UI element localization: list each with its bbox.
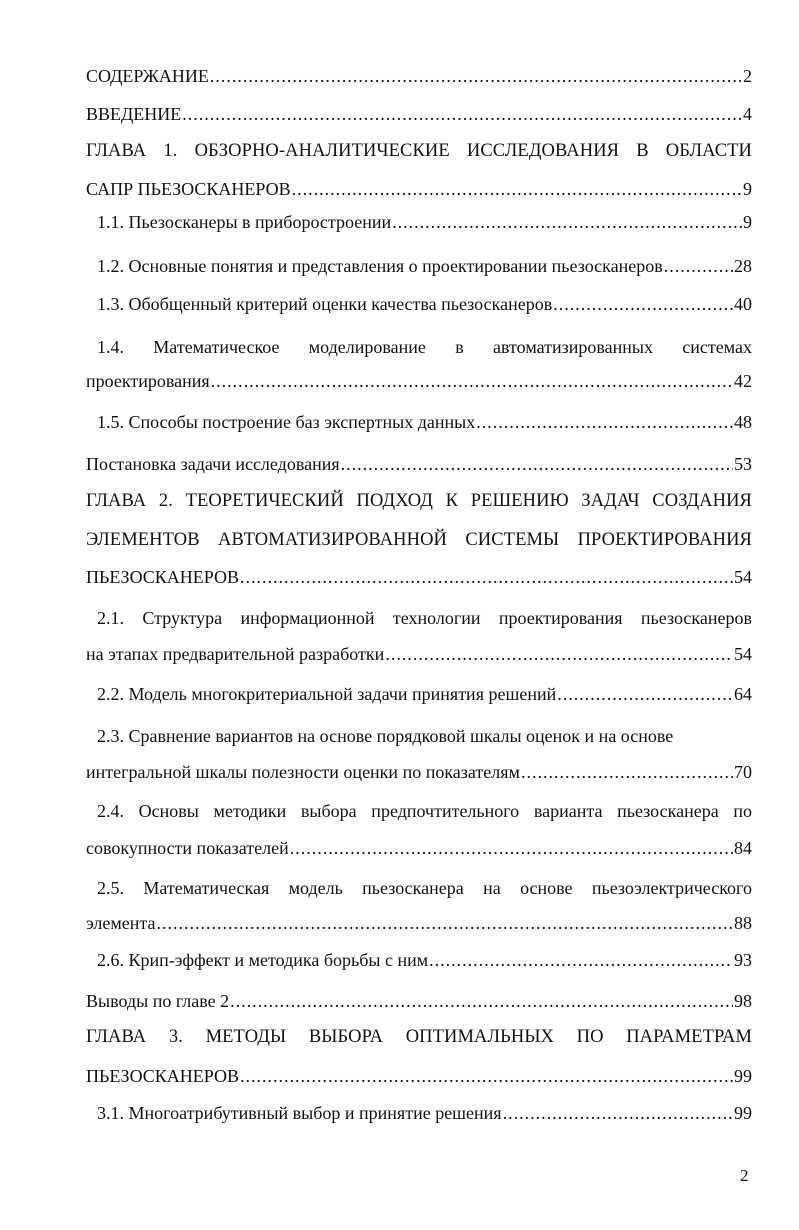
toc-leader-dots <box>392 208 742 236</box>
toc-entry <box>86 987 752 1015</box>
toc-entry <box>86 909 752 937</box>
toc-entry-page: 84 <box>734 838 752 858</box>
toc-entry-label: 1.3. Обобщенный критерий оценки качества пьезосканеров <box>97 294 553 314</box>
toc-entry-label: 1.2. Основные понятия и представления о проектировании пьезосканеров <box>97 256 663 276</box>
toc-chapter-heading: ГЛАВА 2. ТЕОРЕТИЧЕСКИЙ ПОДХОД К РЕШЕНИЮ ЗАДАЧ СОЗДАНИЯ <box>86 491 752 511</box>
toc-chapter-heading: ЭЛЕМЕНТОВ АВТОМАТИЗИРОВАННОЙ СИСТЕМЫ ПРОЕКТИРОВАНИЯ <box>86 530 752 550</box>
toc-entry-label-line: 2.5. Математическая модель пьезосканера на основе пьезоэлектрического <box>97 878 752 898</box>
toc-chapter-heading: ГЛАВА 1. ОБЗОРНО-АНАЛИТИЧЕСКИЕ ИССЛЕДОВАНИЯ В ОБЛАСТИ <box>86 141 752 161</box>
toc-leader-dots <box>211 367 733 395</box>
toc-entry-page: 99 <box>734 1103 752 1123</box>
toc-leader-dots <box>476 408 733 436</box>
toc-entry-label-line: 1.4. Математическое моделирование в автоматизированных системах <box>97 337 752 357</box>
toc-entry-label: интегральной шкалы полезности оценки по показателям <box>86 762 520 782</box>
toc-entry-page: 2 <box>743 66 752 86</box>
toc-entry-page: 28 <box>734 256 752 276</box>
toc-entry-label-line: 2.3. Сравнение вариантов на основе порядковой шкалы оценок и на основе <box>97 726 674 746</box>
toc-entry-page: 40 <box>734 294 752 314</box>
toc-leader-dots <box>230 987 733 1015</box>
toc-leader-dots <box>156 909 733 937</box>
toc-leader-dots <box>240 1062 733 1090</box>
toc-entry-page: 98 <box>734 991 752 1011</box>
toc-entry-label: 2.6. Крип-эффект и методика борьбы с ним <box>97 950 429 970</box>
toc-entry-label: Выводы по главе 2 <box>86 991 230 1011</box>
toc-entry <box>86 175 752 203</box>
toc-entry <box>86 640 752 668</box>
toc-leader-dots <box>290 834 733 862</box>
toc-entry-label-line: 2.4. Основы методики выбора предпочтительного варианта пьезосканера по <box>97 801 752 821</box>
toc-entry <box>86 1062 752 1090</box>
toc-entry-label-line: 2.1. Структура информационной технологии проектирования пьезосканеров <box>97 608 752 628</box>
toc-leader-dots <box>557 680 733 708</box>
toc-entry <box>97 408 752 436</box>
toc-entry-page: 93 <box>734 950 752 970</box>
toc-entry-label: 1.1. Пьезосканеры в приборостроении <box>97 212 392 232</box>
toc-entry-label: проектирования <box>86 371 210 391</box>
toc-entry-label: ВВЕДЕНИЕ <box>86 104 182 124</box>
toc-entry-page: 9 <box>743 179 752 199</box>
toc-entry-label: 2.2. Модель многокритериальной задачи принятия решений <box>97 684 557 704</box>
toc-entry-page: 53 <box>734 454 752 474</box>
toc-entry-page: 64 <box>734 684 752 704</box>
toc-leader-dots <box>240 563 733 591</box>
toc-leader-dots <box>182 100 742 128</box>
toc-entry <box>97 1099 752 1127</box>
toc-entry-page: 48 <box>734 412 752 432</box>
toc-entry-page: 9 <box>743 212 752 232</box>
toc-chapter-heading: ГЛАВА 3. МЕТОДЫ ВЫБОРА ОПТИМАЛЬНЫХ ПО ПАРАМЕТРАМ <box>86 1027 752 1047</box>
toc-entry-label: 3.1. Многоатрибутивный выбор и принятие решения <box>97 1103 502 1123</box>
toc-entry <box>97 252 752 280</box>
toc-entry-page: 54 <box>734 644 752 664</box>
toc-entry-label: ПЬЕЗОСКАНЕРОВ <box>86 567 240 587</box>
toc-leader-dots <box>210 62 742 90</box>
toc-entry <box>86 563 752 591</box>
toc-leader-dots <box>553 290 733 318</box>
toc-entry <box>97 946 752 974</box>
toc-entry-label: на этапах предварительной разработки <box>86 644 385 664</box>
toc-entry <box>86 367 752 395</box>
toc-entry <box>97 290 752 318</box>
toc-leader-dots <box>521 758 733 786</box>
toc-leader-dots <box>664 252 733 280</box>
toc-entry-label: элемента <box>86 913 156 933</box>
toc-entry <box>86 62 752 90</box>
toc-leader-dots <box>292 175 742 203</box>
toc-entry-page: 54 <box>734 567 752 587</box>
toc-entry-page: 99 <box>734 1066 752 1086</box>
toc-entry <box>97 208 752 236</box>
toc-entry-label: ПЬЕЗОСКАНЕРОВ <box>86 1066 240 1086</box>
toc-leader-dots <box>429 946 733 974</box>
toc-entry-label: СОДЕРЖАНИЕ <box>86 66 209 86</box>
toc-entry <box>97 680 752 708</box>
toc-entry <box>86 758 752 786</box>
toc-entry-label: Постановка задачи исследования <box>86 454 340 474</box>
toc-entry-page: 70 <box>734 762 752 782</box>
toc-leader-dots <box>341 450 733 478</box>
toc-entry <box>86 450 752 478</box>
toc-leader-dots <box>385 640 733 668</box>
toc-entry-page: 42 <box>734 371 752 391</box>
toc-entry-label: САПР ПЬЕЗОСКАНЕРОВ <box>86 179 291 199</box>
page-number: 2 <box>740 1166 749 1185</box>
toc-entry-page: 4 <box>743 104 752 124</box>
toc-entry-label: совокупности показателей <box>86 838 289 858</box>
toc-entry-label: 1.5. Способы построение баз экспертных данных <box>97 412 476 432</box>
toc-entry <box>86 834 752 862</box>
toc-entry <box>86 100 752 128</box>
toc-entry-page: 88 <box>734 913 752 933</box>
toc-leader-dots <box>503 1099 733 1127</box>
